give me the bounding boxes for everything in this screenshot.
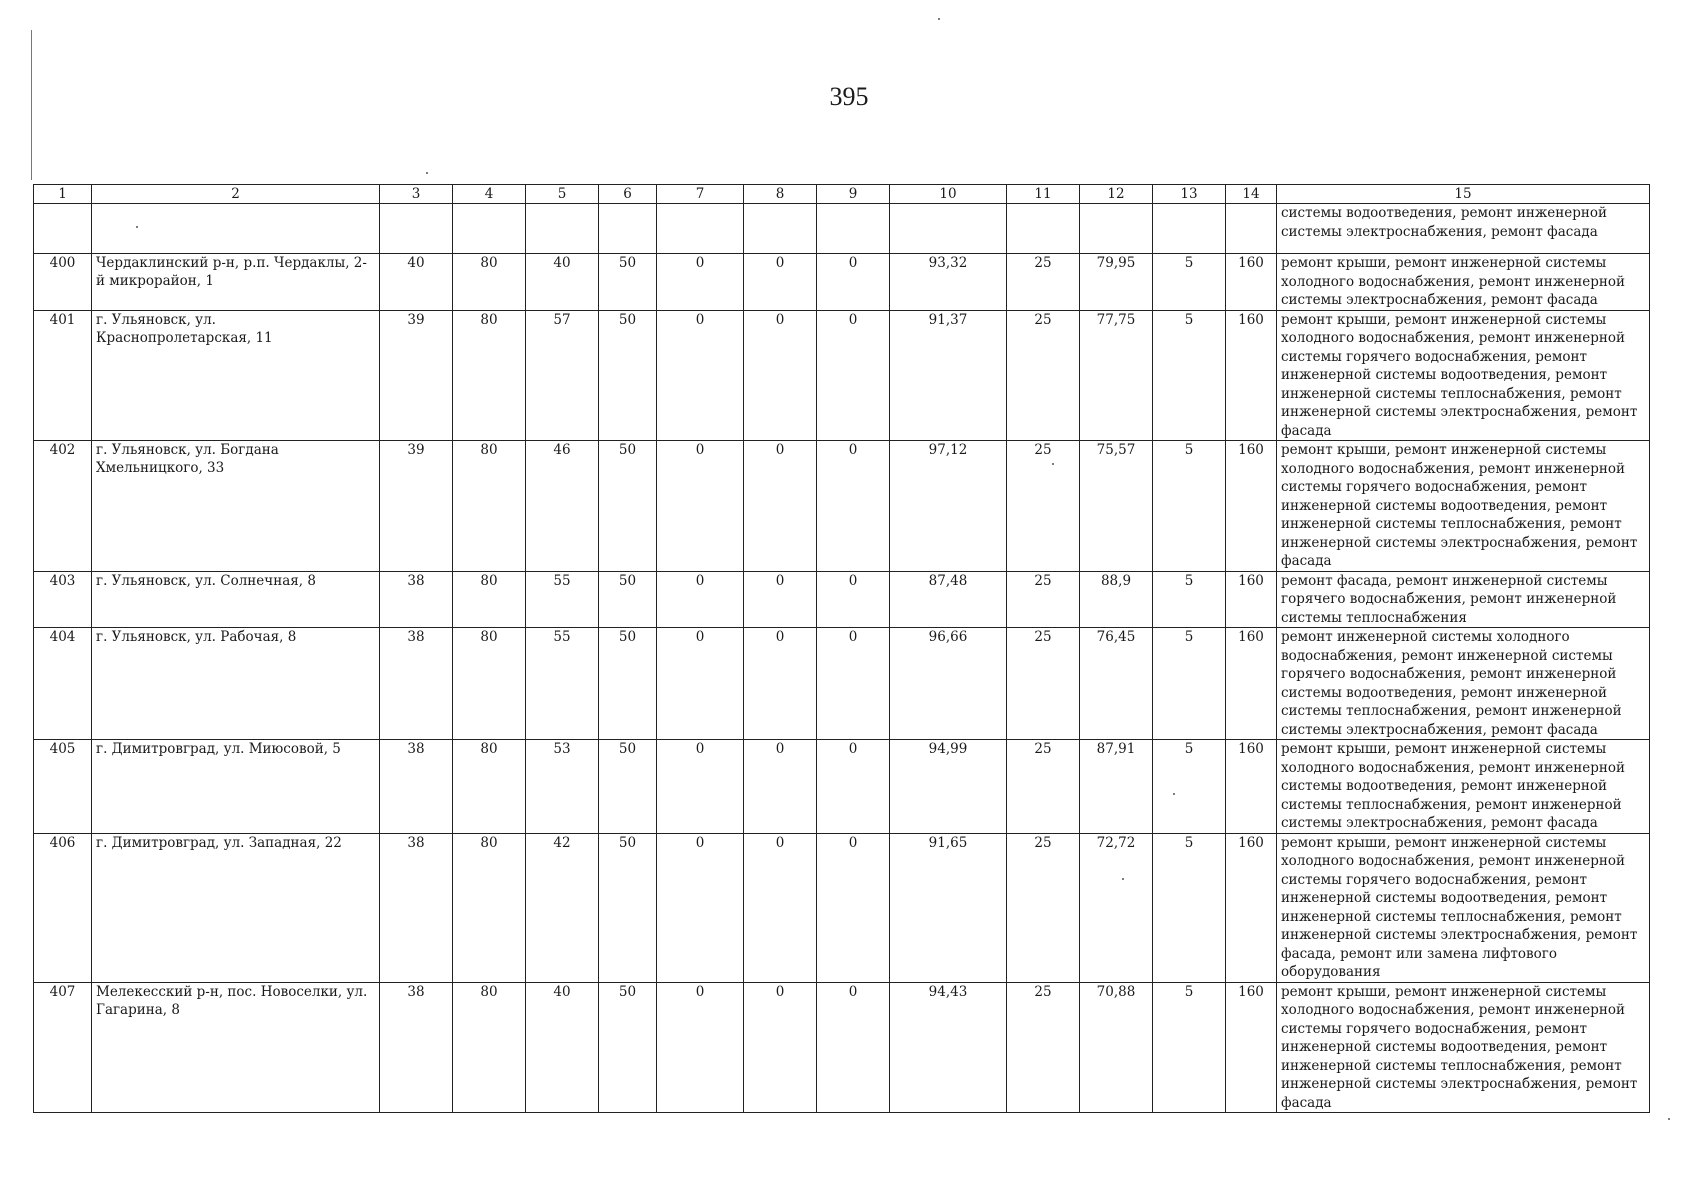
value-cell-col-3: 38 (380, 740, 453, 834)
value-cell-col-6: 50 (599, 833, 657, 982)
address-cell: г. Ульяновск, ул. Рабочая, 8 (92, 628, 380, 740)
row-number-cell: 400 (34, 254, 92, 311)
column-header-6: 6 (599, 185, 657, 204)
value-cell-col-6 (599, 204, 657, 254)
value-cell-col-9: 0 (817, 441, 890, 572)
value-cell-col-11: 25 (1007, 628, 1080, 740)
value-cell-col-3: 38 (380, 833, 453, 982)
table-row (34, 254, 1650, 311)
value-cell-col-11: 25 (1007, 441, 1080, 572)
column-header-8: 8 (744, 185, 817, 204)
value-cell-col-3: 39 (380, 441, 453, 572)
row-number-cell: 405 (34, 740, 92, 834)
value-cell-col-8: 0 (744, 254, 817, 311)
value-cell-col-5 (526, 204, 599, 254)
row-number-cell: 403 (34, 571, 92, 628)
address-cell: г. Димитровград, ул. Западная, 22 (92, 833, 380, 982)
value-cell-col-12: 77,75 (1080, 310, 1153, 441)
column-header-7: 7 (657, 185, 744, 204)
value-cell-col-3: 39 (380, 310, 453, 441)
works-description-cell: ремонт крыши, ремонт инженерной системы холодного водоснабжения, ремонт инженерной системы водоотведения, ремонт инженерной системы теплоснабжения, ремонт инженерной системы электроснабжения, ремонт фасада (1277, 740, 1650, 834)
value-cell-col-10: 96,66 (890, 628, 1007, 740)
value-cell-col-10: 91,65 (890, 833, 1007, 982)
value-cell-col-5: 55 (526, 628, 599, 740)
value-cell-col-4: 80 (453, 833, 526, 982)
scan-speck (1668, 1118, 1670, 1120)
column-header-10: 10 (890, 185, 1007, 204)
address-cell: г. Ульяновск, ул. Богдана Хмельницкого, 33 (92, 441, 380, 572)
value-cell-col-9 (817, 204, 890, 254)
value-cell-col-13: 5 (1153, 310, 1226, 441)
value-cell-col-5: 42 (526, 833, 599, 982)
address-cell: г. Ульяновск, ул. Краснопролетарская, 11 (92, 310, 380, 441)
value-cell-col-4: 80 (453, 628, 526, 740)
value-cell-col-7: 0 (657, 982, 744, 1113)
value-cell-col-7: 0 (657, 310, 744, 441)
value-cell-col-9: 0 (817, 833, 890, 982)
value-cell-col-13: 5 (1153, 833, 1226, 982)
value-cell-col-11: 25 (1007, 982, 1080, 1113)
row-number-cell (34, 204, 92, 254)
value-cell-col-5: 46 (526, 441, 599, 572)
value-cell-col-13: 5 (1153, 740, 1226, 834)
value-cell-col-6: 50 (599, 740, 657, 834)
value-cell-col-5: 57 (526, 310, 599, 441)
value-cell-col-3: 38 (380, 571, 453, 628)
row-number-cell: 404 (34, 628, 92, 740)
row-number-cell: 401 (34, 310, 92, 441)
works-description-cell: ремонт крыши, ремонт инженерной системы холодного водоснабжения, ремонт инженерной системы электроснабжения, ремонт фасада (1277, 254, 1650, 311)
value-cell-col-4: 80 (453, 310, 526, 441)
value-cell-col-11: 25 (1007, 833, 1080, 982)
value-cell-col-9: 0 (817, 740, 890, 834)
value-cell-col-6: 50 (599, 571, 657, 628)
column-header-11: 11 (1007, 185, 1080, 204)
value-cell-col-14: 160 (1226, 254, 1277, 311)
value-cell-col-7 (657, 204, 744, 254)
value-cell-col-11: 25 (1007, 254, 1080, 311)
value-cell-col-12: 70,88 (1080, 982, 1153, 1113)
value-cell-col-8: 0 (744, 740, 817, 834)
scan-speck (426, 172, 428, 174)
value-cell-col-8 (744, 204, 817, 254)
value-cell-col-14: 160 (1226, 628, 1277, 740)
value-cell-col-10: 97,12 (890, 441, 1007, 572)
table-body (34, 185, 1650, 1113)
value-cell-col-5: 40 (526, 254, 599, 311)
table-row (34, 833, 1650, 982)
value-cell-col-11 (1007, 204, 1080, 254)
value-cell-col-3: 38 (380, 982, 453, 1113)
row-number-cell: 406 (34, 833, 92, 982)
value-cell-col-6: 50 (599, 982, 657, 1113)
value-cell-col-6: 50 (599, 310, 657, 441)
value-cell-col-5: 40 (526, 982, 599, 1113)
value-cell-col-13: 5 (1153, 628, 1226, 740)
value-cell-col-9: 0 (817, 571, 890, 628)
column-header-1: 1 (34, 185, 92, 204)
works-description-cell: системы водоотведения, ремонт инженерной системы электроснабжения, ремонт фасада (1277, 204, 1650, 254)
data-table (33, 184, 1650, 1113)
value-cell-col-7: 0 (657, 628, 744, 740)
address-cell: Мелекесский р-н, пос. Новоселки, ул. Гагарина, 8 (92, 982, 380, 1113)
value-cell-col-8: 0 (744, 833, 817, 982)
column-header-12: 12 (1080, 185, 1153, 204)
works-description-cell: ремонт крыши, ремонт инженерной системы холодного водоснабжения, ремонт инженерной системы горячего водоснабжения, ремонт инженерной системы водоотведения, ремонт инженерной системы теплоснабжения, ремонт инженерной системы электроснабжения, ремонт фасада (1277, 310, 1650, 441)
value-cell-col-13: 5 (1153, 441, 1226, 572)
table-row (34, 628, 1650, 740)
value-cell-col-4 (453, 204, 526, 254)
value-cell-col-13: 5 (1153, 982, 1226, 1113)
column-header-9: 9 (817, 185, 890, 204)
value-cell-col-12: 79,95 (1080, 254, 1153, 311)
table-row (34, 441, 1650, 572)
value-cell-col-12: 76,45 (1080, 628, 1153, 740)
value-cell-col-7: 0 (657, 740, 744, 834)
value-cell-col-4: 80 (453, 254, 526, 311)
value-cell-col-14: 160 (1226, 310, 1277, 441)
value-cell-col-14 (1226, 204, 1277, 254)
value-cell-col-13: 5 (1153, 571, 1226, 628)
value-cell-col-14: 160 (1226, 982, 1277, 1113)
value-cell-col-9: 0 (817, 254, 890, 311)
column-header-3: 3 (380, 185, 453, 204)
value-cell-col-7: 0 (657, 254, 744, 311)
works-description-cell: ремонт крыши, ремонт инженерной системы холодного водоснабжения, ремонт инженерной системы горячего водоснабжения, ремонт инженерной системы водоотведения, ремонт инженерной системы теплоснабжения, ремонт инженерной системы электроснабжения, ремонт фасада (1277, 982, 1650, 1113)
value-cell-col-12: 75,57 (1080, 441, 1153, 572)
value-cell-col-3: 38 (380, 628, 453, 740)
value-cell-col-7: 0 (657, 833, 744, 982)
value-cell-col-7: 0 (657, 571, 744, 628)
value-cell-col-12: 87,91 (1080, 740, 1153, 834)
value-cell-col-14: 160 (1226, 740, 1277, 834)
value-cell-col-12: 72,72 (1080, 833, 1153, 982)
value-cell-col-14: 160 (1226, 833, 1277, 982)
value-cell-col-9: 0 (817, 628, 890, 740)
value-cell-col-4: 80 (453, 571, 526, 628)
value-cell-col-11: 25 (1007, 740, 1080, 834)
value-cell-col-10: 91,37 (890, 310, 1007, 441)
value-cell-col-3: 40 (380, 254, 453, 311)
value-cell-col-10: 87,48 (890, 571, 1007, 628)
value-cell-col-7: 0 (657, 441, 744, 572)
value-cell-col-8: 0 (744, 310, 817, 441)
value-cell-col-5: 55 (526, 571, 599, 628)
value-cell-col-3 (380, 204, 453, 254)
value-cell-col-13 (1153, 204, 1226, 254)
value-cell-col-6: 50 (599, 441, 657, 572)
works-description-cell: ремонт фасада, ремонт инженерной системы горячего водоснабжения, ремонт инженерной системы теплоснабжения (1277, 571, 1650, 628)
column-header-5: 5 (526, 185, 599, 204)
value-cell-col-5: 53 (526, 740, 599, 834)
value-cell-col-12: 88,9 (1080, 571, 1153, 628)
value-cell-col-6: 50 (599, 254, 657, 311)
table-row (34, 204, 1650, 254)
value-cell-col-10: 93,32 (890, 254, 1007, 311)
value-cell-col-8: 0 (744, 628, 817, 740)
value-cell-col-12 (1080, 204, 1153, 254)
column-header-2: 2 (92, 185, 380, 204)
value-cell-col-13: 5 (1153, 254, 1226, 311)
table-row (34, 740, 1650, 834)
value-cell-col-10: 94,99 (890, 740, 1007, 834)
value-cell-col-14: 160 (1226, 571, 1277, 628)
value-cell-col-8: 0 (744, 441, 817, 572)
value-cell-col-9: 0 (817, 982, 890, 1113)
table-row (34, 310, 1650, 441)
value-cell-col-10: 94,43 (890, 982, 1007, 1113)
value-cell-col-11: 25 (1007, 571, 1080, 628)
value-cell-col-8: 0 (744, 982, 817, 1113)
works-description-cell: ремонт крыши, ремонт инженерной системы холодного водоснабжения, ремонт инженерной системы горячего водоснабжения, ремонт инженерной системы водоотведения, ремонт инженерной системы теплоснабжения, ремонт инженерной системы электроснабжения, ремонт фасада (1277, 441, 1650, 572)
value-cell-col-6: 50 (599, 628, 657, 740)
address-cell (92, 204, 380, 254)
value-cell-col-9: 0 (817, 310, 890, 441)
column-header-13: 13 (1153, 185, 1226, 204)
value-cell-col-14: 160 (1226, 441, 1277, 572)
scan-speck (938, 18, 940, 20)
value-cell-col-11: 25 (1007, 310, 1080, 441)
works-description-cell: ремонт инженерной системы холодного водоснабжения, ремонт инженерной системы горячего водоснабжения, ремонт инженерной системы водоотведения, ремонт инженерной системы теплоснабжения, ремонт инженерной системы электроснабжения, ремонт фасада (1277, 628, 1650, 740)
address-cell: Чердаклинский р-н, р.п. Чердаклы, 2-й микрорайон, 1 (92, 254, 380, 311)
value-cell-col-8: 0 (744, 571, 817, 628)
address-cell: г. Димитровград, ул. Миюсовой, 5 (92, 740, 380, 834)
column-header-14: 14 (1226, 185, 1277, 204)
column-header-4: 4 (453, 185, 526, 204)
address-cell: г. Ульяновск, ул. Солнечная, 8 (92, 571, 380, 628)
column-header-15: 15 (1277, 185, 1650, 204)
value-cell-col-10 (890, 204, 1007, 254)
table-row (34, 571, 1650, 628)
page-number: 395 (829, 82, 869, 111)
row-number-cell: 402 (34, 441, 92, 572)
value-cell-col-4: 80 (453, 982, 526, 1113)
header-row (34, 185, 1650, 204)
works-description-cell: ремонт крыши, ремонт инженерной системы холодного водоснабжения, ремонт инженерной системы горячего водоснабжения, ремонт инженерной системы водоотведения, ремонт инженерной системы теплоснабжения, ремонт инженерной системы электроснабжения, ремонт фасада, ремонт или замена лифтового оборудования (1277, 833, 1650, 982)
table-row (34, 982, 1650, 1113)
row-number-cell: 407 (34, 982, 92, 1113)
value-cell-col-4: 80 (453, 441, 526, 572)
value-cell-col-4: 80 (453, 740, 526, 834)
